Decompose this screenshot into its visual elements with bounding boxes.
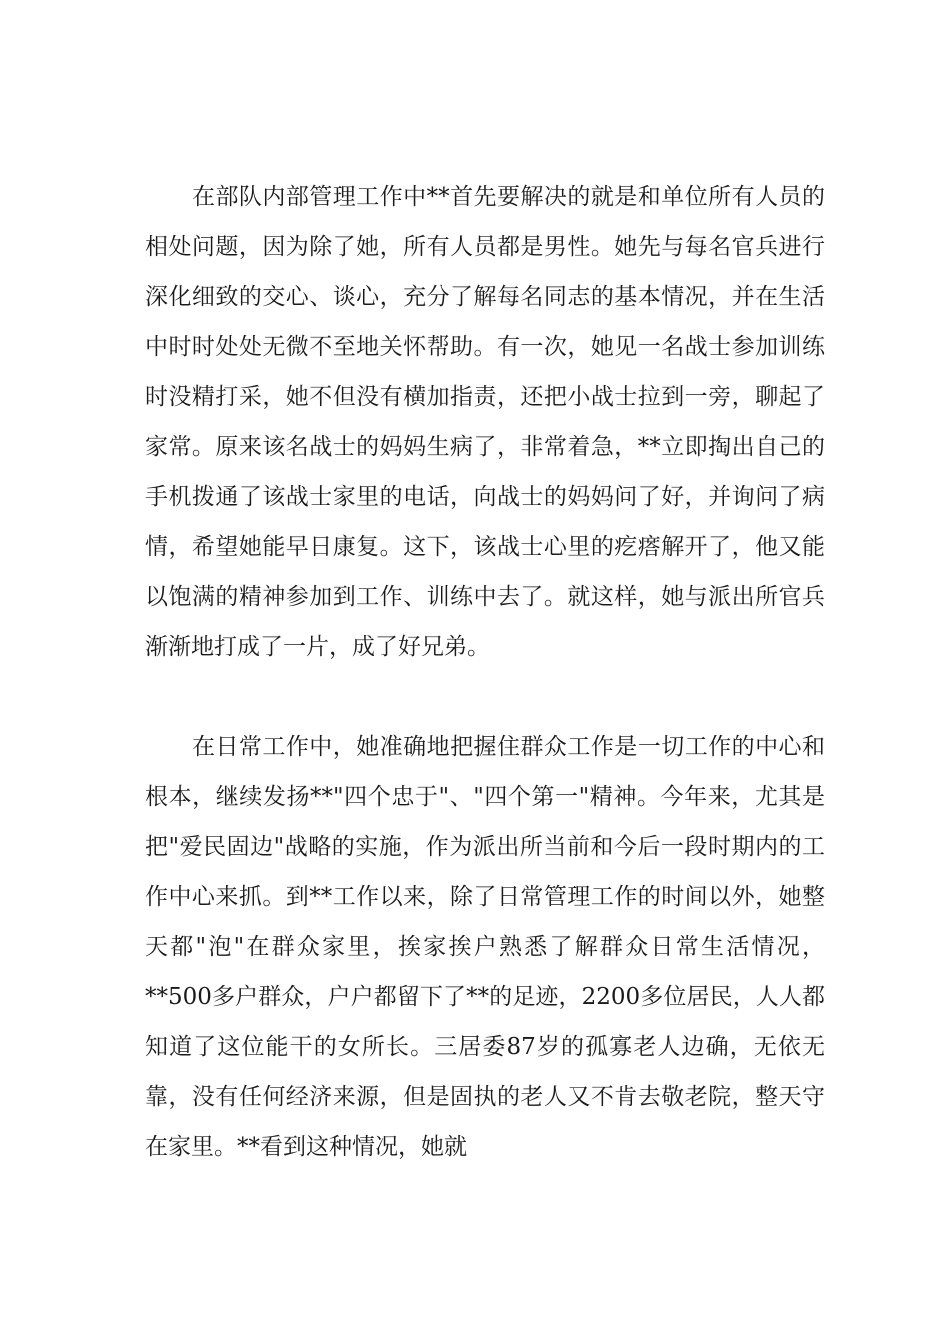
document-body bbox=[145, 172, 825, 1172]
paragraph-internal-management: 在部队内部管理工作中**首先要解决的就是和单位所有人员的相处问题，因为除了她，所有人员都是男性。她先与每名官兵进行深化细致的交心、谈心，充分了解每名同志的基本情况，并在生活中时时处处无微不至地关怀帮助。有一次，她见一名战士参加训练时没精打采，她不但没有横加指责，还把小战士拉到一旁，聊起了家常。原来该名战士的妈妈生病了，非常着急，**立即掏出自己的手机拨通了该战士家里的电话，向战士的妈妈问了好，并询问了病情，希望她能早日康复。这下，该战士心里的疙瘩解开了，他又能以饱满的精神参加到工作、训练中去了。就这样，她与派出所官兵渐渐地打成了一片，成了好兄弟。 bbox=[145, 184, 825, 660]
paragraph-mass-work: 在日常工作中，她准确地把握住群众工作是一切工作的中心和根本，继续发扬**"四个忠于"、"四个第一"精神。今年来，尤其是把"爱民固边"战略的实施，作为派出所当前和今后一段时期内的工作中心来抓。到**工作以来，除了日常管理工作的时间以外，她整天都"泡"在群众家里，挨家挨户熟悉了解群众日常生活情况，**500多户群众，户户都留下了**的足迹，2200多位居民，人人都知道了这位能干的女所长。三居委87岁的孤寡老人边确，无依无靠，没有任何经济来源，但是固执的老人又不肯去敬老院，整天守在家里。**看到这种情况，她就 bbox=[145, 734, 825, 1160]
